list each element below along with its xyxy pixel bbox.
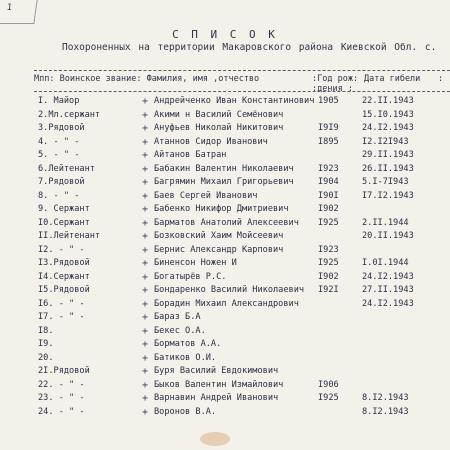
check-mark-icon: +: [142, 217, 149, 229]
table-row: [34, 285, 450, 299]
check-mark-icon: +: [142, 136, 149, 148]
check-mark-icon: +: [142, 271, 149, 283]
row-rank: 22. - " -: [38, 379, 85, 390]
document-subtitle: Похороненных на территории Макаровского района Киевской Обл. с.: [62, 42, 437, 53]
header-col-year-2: :дения :: [312, 84, 353, 94]
row-date: 20.II.1943: [362, 231, 414, 241]
table-row: [34, 299, 450, 313]
row-rank: I9.: [38, 339, 54, 349]
row-name: Андрейченко Иван Константинович: [154, 96, 315, 106]
row-rank: I0.Сержант: [38, 217, 90, 228]
row-year: I925: [318, 217, 339, 228]
check-mark-icon: +: [142, 352, 149, 364]
row-date: 24.I2.1943: [362, 271, 414, 282]
row-date: 24.I2.1943: [362, 123, 414, 133]
check-mark-icon: +: [142, 325, 149, 337]
header-col-end: :: [438, 74, 444, 84]
row-year: I904: [318, 177, 339, 187]
header-col-date: Дата гибели: [364, 74, 421, 84]
row-date: 29.II.1943: [362, 150, 414, 160]
row-name: Барматов Анатолий Алексеевич: [154, 217, 299, 228]
check-mark-icon: +: [142, 163, 149, 175]
row-rank: I5.Рядовой: [38, 285, 90, 295]
row-name: Бекес О.А.: [154, 325, 206, 336]
check-mark-icon: +: [142, 231, 149, 242]
table-row: [34, 231, 450, 245]
table-row: [34, 326, 450, 340]
row-name: Багрямин Михаил Григорьевич: [154, 177, 294, 187]
row-rank: I3.Рядовой: [38, 258, 90, 268]
row-date: 2.II.1944: [362, 217, 409, 228]
table-row: [34, 339, 450, 353]
header-col-main: Мпп: Воинское звание: Фамилия, имя ,отчество: [34, 74, 260, 84]
row-rank: 3.Рядовой: [38, 123, 85, 133]
table-row: [34, 312, 450, 326]
row-rank: 9. Сержант: [38, 204, 90, 214]
table-row: [34, 218, 450, 232]
row-year: I925: [318, 258, 339, 268]
row-year: I902: [318, 271, 339, 282]
row-rank: 5. - " -: [38, 150, 80, 160]
row-rank: 23. - " -: [38, 393, 85, 403]
check-mark-icon: +: [142, 244, 149, 256]
table-row: [34, 177, 450, 191]
row-rank: 2.Мл.сержант: [38, 109, 101, 120]
ink-smudge: [200, 432, 230, 446]
row-rank: I4.Сержант: [38, 271, 90, 282]
header-bottom-rule: [34, 91, 450, 92]
check-mark-icon: +: [142, 123, 149, 134]
table-row: [34, 380, 450, 394]
table-row: [34, 204, 450, 218]
row-name: Ануфьев Николай Никитович: [154, 123, 284, 133]
row-rank: 6.Лейтенант: [38, 163, 95, 174]
row-year: I906: [318, 379, 339, 390]
row-name: Бозковский Хаим Мойсеевич: [154, 231, 284, 241]
row-name: Воронов В.А.: [154, 406, 217, 417]
table-row: [34, 137, 450, 151]
row-name: Баев Сергей Иванович: [154, 190, 258, 201]
row-year: I923: [318, 163, 339, 174]
row-rank: 7.Рядовой: [38, 177, 85, 187]
table-row: [34, 353, 450, 367]
table-row: [34, 407, 450, 421]
row-rank: I6. - " -: [38, 298, 85, 309]
row-name: Быков Валентин Измайлович: [154, 379, 284, 390]
row-name: Бернис Александр Карпович: [154, 244, 284, 255]
row-date: 8.I2.1943: [362, 393, 409, 403]
row-year: 1905: [318, 96, 339, 106]
check-mark-icon: +: [142, 393, 149, 404]
row-date: 8.I2.1943: [362, 406, 409, 417]
row-date: I7.I2.1943: [362, 190, 414, 201]
row-date: 22.II.1943: [362, 96, 414, 106]
check-mark-icon: +: [142, 379, 149, 391]
row-rank: I2. - " -: [38, 244, 85, 255]
table-row: [34, 272, 450, 286]
row-date: I2.I2I943: [362, 136, 409, 147]
row-date: 5.I-7I943: [362, 177, 409, 187]
header-top-rule: [34, 70, 450, 71]
row-rank: II.Лейтенант: [38, 231, 101, 241]
row-name: Борматов А.А.: [154, 339, 222, 349]
check-mark-icon: +: [142, 339, 149, 350]
row-rank: I. Майор: [38, 96, 80, 106]
header-col-year: :Год рож:: [312, 74, 359, 84]
check-mark-icon: +: [142, 177, 149, 188]
row-name: Айтанов Батран: [154, 150, 227, 160]
burial-list: [34, 96, 450, 420]
table-row: [34, 150, 450, 164]
table-row: [34, 366, 450, 380]
row-date: 15.I0.1943: [362, 109, 414, 120]
row-rank: I8.: [38, 325, 54, 336]
row-date: I.0I.1944: [362, 258, 409, 268]
row-rank: 2I.Рядовой: [38, 366, 90, 376]
check-mark-icon: +: [142, 109, 149, 121]
check-mark-icon: +: [142, 366, 149, 377]
row-year: I9I9: [318, 123, 339, 133]
row-name: Бабакин Валентин Николаевич: [154, 163, 294, 174]
row-date: 26.II.1943: [362, 163, 414, 174]
check-mark-icon: +: [142, 204, 149, 215]
row-date: 24.I2.1943: [362, 298, 414, 309]
row-name: Биненсон Ножен И: [154, 258, 237, 268]
table-row: [34, 164, 450, 178]
table-row: [34, 258, 450, 272]
check-mark-icon: +: [142, 150, 149, 161]
row-name: Атаннов Сидор Иванович: [154, 136, 268, 147]
row-rank: 24. - " -: [38, 406, 85, 417]
row-date: 27.II.1943: [362, 285, 414, 295]
table-header: [34, 74, 450, 96]
check-mark-icon: +: [142, 190, 149, 202]
row-rank: 4. - " -: [38, 136, 80, 147]
row-name: Акими н Василий Семёнович: [154, 109, 284, 120]
check-mark-icon: +: [142, 406, 149, 418]
row-rank: 8. - " -: [38, 190, 80, 201]
check-mark-icon: +: [142, 285, 149, 296]
table-row: [34, 245, 450, 259]
table-row: [34, 96, 450, 110]
check-mark-icon: +: [142, 258, 149, 269]
row-year: I925: [318, 393, 339, 403]
table-row: [34, 393, 450, 407]
row-name: Борадин Михаил Александрович: [154, 298, 299, 309]
row-name: Бабенко Никифор Дмитриевич: [154, 204, 289, 214]
row-name: Богатырёв Р.С.: [154, 271, 227, 282]
row-name: Бараз Б.А: [154, 312, 201, 322]
row-name: Бондаренко Василий Николаевич: [154, 285, 305, 295]
row-name: Батиков О.И.: [154, 352, 217, 363]
check-mark-icon: +: [142, 96, 149, 107]
row-year: I92I: [318, 285, 339, 295]
row-name: Варнавин Андрей Иванович: [154, 393, 279, 403]
row-year: I923: [318, 244, 339, 255]
table-row: [34, 191, 450, 205]
corner-stamp: 1: [0, 0, 38, 24]
row-year: I902: [318, 204, 339, 214]
document-title: С П И С О К: [172, 28, 278, 41]
check-mark-icon: +: [142, 298, 149, 310]
row-year: I90I: [318, 190, 339, 201]
table-row: [34, 110, 450, 124]
row-year: I895: [318, 136, 339, 147]
table-row: [34, 123, 450, 137]
check-mark-icon: +: [142, 312, 149, 323]
row-rank: 20.: [38, 352, 54, 363]
row-rank: I7. - " -: [38, 312, 85, 322]
row-name: Буря Василий Евдокимович: [154, 366, 279, 376]
